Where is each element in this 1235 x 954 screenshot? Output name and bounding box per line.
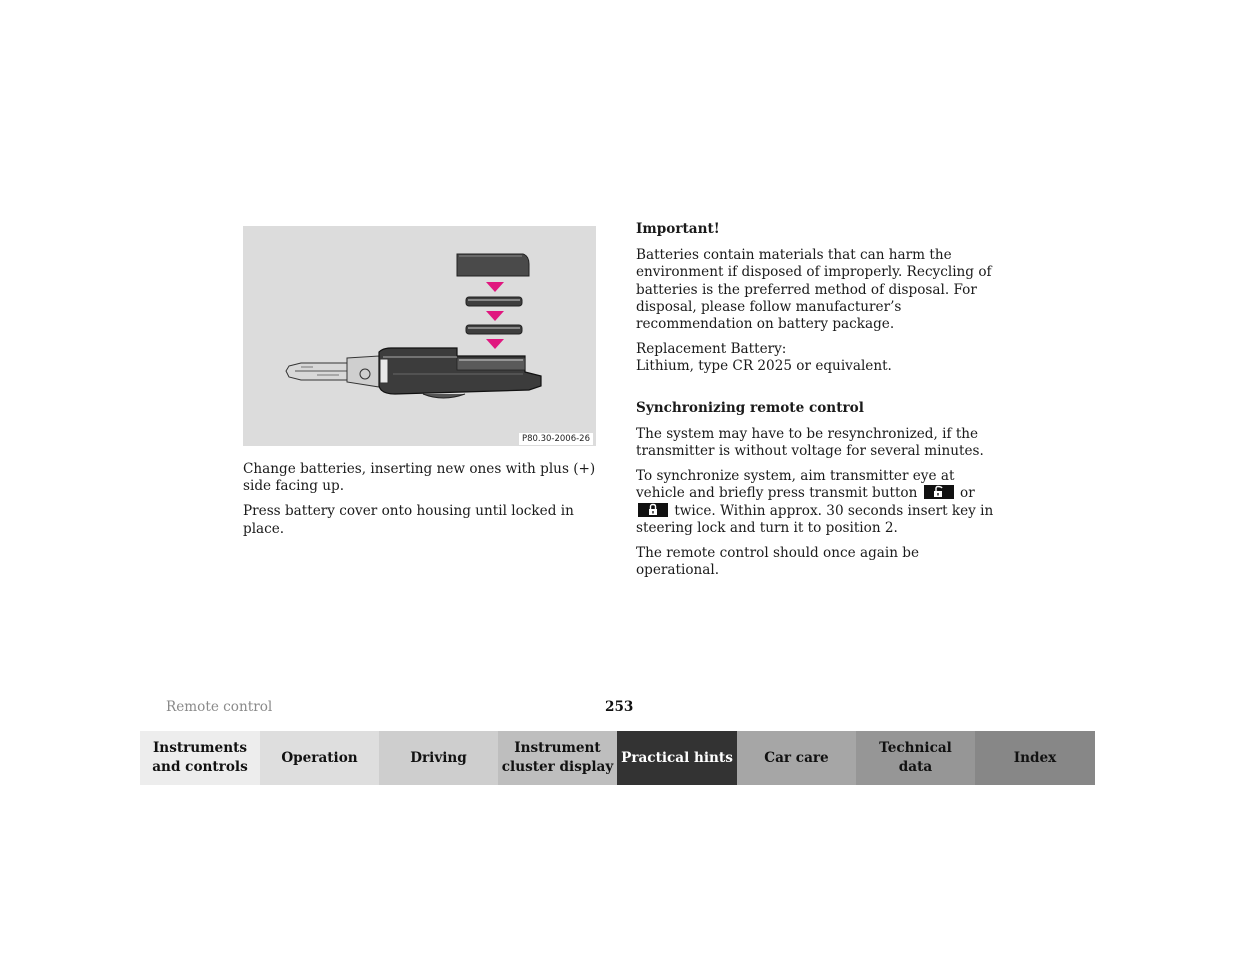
tab-car-care[interactable]: Car care <box>737 731 856 785</box>
right-column <box>636 221 996 587</box>
replacement-value: Lithium, type CR 2025 or equivalent. <box>636 358 892 375</box>
figure-code: P80.30-2006-26 <box>519 433 593 445</box>
tab-instrument-cluster-display[interactable]: Instrument cluster display <box>498 731 617 785</box>
chapter-navigation <box>140 731 1095 785</box>
important-heading: Important! <box>636 221 720 237</box>
sync-paragraph-2 <box>636 468 996 537</box>
tab-instruments-and-controls[interactable]: Instruments and controls <box>140 731 260 785</box>
sync-paragraph-3: The remote control should once again be operational. <box>636 545 920 579</box>
down-arrow-icon <box>486 282 504 292</box>
sync-text-a: To synchronize system, aim transmitter eye at vehicle and briefly press transmit button <box>636 468 955 502</box>
battery-replacement-figure <box>243 226 596 446</box>
sync-text-or: or <box>960 485 975 502</box>
replacement-label: Replacement Battery: <box>636 341 787 358</box>
lock-button-icon <box>638 503 668 517</box>
instruction-press-cover: Press battery cover onto housing until locked in place. <box>243 503 574 537</box>
tab-driving[interactable]: Driving <box>379 731 498 785</box>
tab-index[interactable]: Index <box>975 731 1095 785</box>
sync-heading: Synchronizing remote control <box>636 399 864 416</box>
key-battery-illustration <box>243 226 596 446</box>
replacement-battery <box>636 341 996 375</box>
left-column <box>243 461 608 546</box>
unlock-button-icon <box>924 485 954 499</box>
tab-practical-hints[interactable]: Practical hints <box>617 731 737 785</box>
tab-technical-data[interactable]: Technical data <box>856 731 975 785</box>
down-arrow-icon <box>486 311 504 321</box>
important-text: Batteries contain materials that can harm the environment if disposed of improperly. Recycling of batteries is the preferred method of disposal. For disposal, please follow manufacturer’s recommendation on battery package. <box>636 247 992 333</box>
instruction-change-batteries: Change batteries, inserting new ones with plus (+) side facing up. <box>243 461 596 495</box>
tab-operation[interactable]: Operation <box>260 731 379 785</box>
page-number: 253 <box>605 699 634 715</box>
sync-text-b: twice. Within approx. 30 seconds insert key in steering lock and turn it to position 2. <box>636 502 994 536</box>
sync-paragraph-1: The system may have to be resynchronized, if the transmitter is without voltage for several minutes. <box>636 425 984 460</box>
section-title: Remote control <box>166 699 273 715</box>
down-arrow-icon <box>486 339 504 349</box>
